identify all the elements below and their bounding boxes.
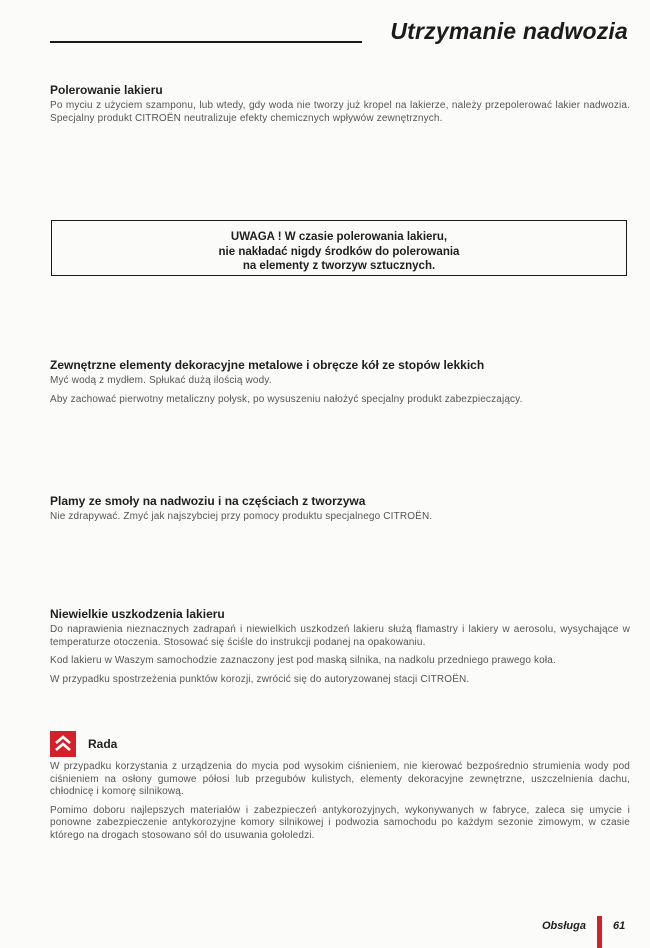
section-paragraph: Aby zachować pierwotny metaliczny połysk, po wysuszeniu nałożyć specjalny produkt zabezpieczający. [50,393,523,405]
tip-body [50,761,630,848]
warning-line: nie nakładać nigdy środków do polerowania [218,245,460,258]
section-paragraph: Nie zdrapywać. Zmyć jak najszybciej przy pomocy produktu specjalnego CITROËN. [50,511,433,522]
footer-section-label: Obsługa [541,920,586,932]
tip-label: Rada [88,737,118,751]
tip-paragraph: Pomimo doboru najlepszych materiałów i zabezpieczeń antykorozyjnych, wykonywanych w fabryce, zaleca się umycie i ponowne zabezpieczenie antykorozyjne komory silnikowej i podwozia samochodu po każdym sezonie zimowym, w czasie którego na drogach stosowano sól do usuwania gołoledzi. [50,804,630,841]
section-heading: Polerowanie lakieru [50,83,163,97]
section-paragraph: Myć wodą z mydłem. Spłukać dużą ilością wody. [50,375,272,386]
page-number: 61 [613,920,626,932]
section-paint-damage [50,607,630,692]
section-polishing [50,83,630,131]
section-heading: Plamy ze smoły na nadwoziu i na częściach z tworzywa [50,494,366,508]
section-heading: Zewnętrzne elementy dekoracyjne metalowe i obręcze kół ze stopów lekkich [50,358,485,372]
header-rule [50,41,362,43]
section-metal-trim [50,358,630,412]
section-tar-stains [50,494,630,530]
footer-accent-bar [597,916,602,948]
section-paragraph: Do naprawienia nieznacznych zadrapań i niewielkich uszkodzeń lakieru służą flamastry i lakiery w aerosolu, wysychające w temperaturze otoczenia. Stosować się ściśle do instrukcji podanej na opakowaniu. [50,624,630,648]
tip-paragraph: W przypadku korzystania z urządzenia do mycia pod wysokim ciśnieniem, nie kierować bezpośrednio strumienia wody pod ciśnieniem na osłony gumowe półosi lub przegubów kulistych, elementy dekoracyjne zewnętrzne, uszczelnienia dachu, chłodnicę i komorę silnikową. [50,761,630,797]
warning-line: na elementy z tworzyw sztucznych. [242,260,436,272]
section-heading: Niewielkie uszkodzenia lakieru [50,607,225,621]
citroen-chevrons-icon [50,731,76,757]
section-paragraph: Po myciu z użyciem szamponu, lub wtedy, gdy woda nie tworzy już kropel na lakierze, należy przepolerować lakier nadwozia. Specjalny produkt CITROËN neutralizuje efekty chemicznych wpływów zewnętrznych. [50,100,630,124]
tip-header [50,731,117,757]
section-paragraph: W przypadku spostrzeżenia punktów korozji, zwrócić się do autoryzowanej stacji CITROËN. [50,673,470,685]
page-title: Utrzymanie nadwozia [390,18,628,44]
section-paragraph: Kod lakieru w Waszym samochodzie zaznaczony jest pod maską silnika, na nadkolu przedniego prawego koła. [50,655,556,666]
warning-line: UWAGA ! W czasie polerowania lakieru, [230,231,448,243]
warning-box [51,220,627,276]
